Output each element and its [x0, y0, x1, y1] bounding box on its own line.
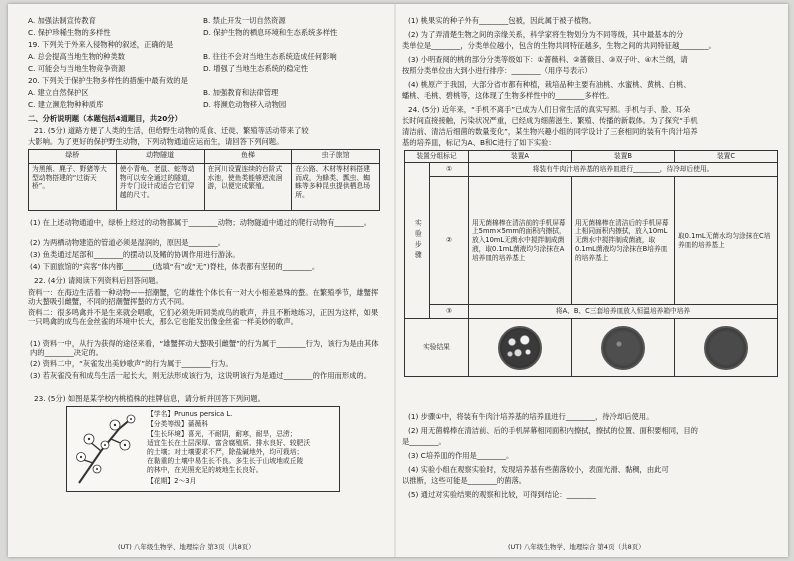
result-dish-a — [469, 319, 572, 377]
q24-sub-4: (4) 实验小组在观察实验时，发现培养基有些菌落较小，表面光滑、黏稠，由此可 — [408, 465, 669, 474]
q24-intro: 24. (5分) 近年来，“手机不离手”已成为人们日常生活的真实写照。手机与手、脸、耳朵 — [408, 105, 691, 114]
q23-sub-1: (1) 桃果实的种子外有________包被，因此属于被子植物。 — [408, 16, 596, 25]
q20-option-a: A. 建立自然保护区 — [28, 88, 89, 97]
q24-sub-1: (1) 步骤①中，将装有牛肉汁培养基的培养皿进行________，待冷却后使用。 — [408, 412, 654, 421]
q18-option-d: D. 保护生物的栖息环境和生态系统多样性 — [203, 28, 338, 37]
peach-blossom-icon — [71, 411, 141, 487]
q19-stem: 19. 下列关于外来入侵物种的叙述，正确的是 — [28, 40, 174, 49]
step-number: ③ — [430, 305, 469, 319]
experiment-table — [404, 150, 778, 377]
step-2-device-a: 用无菌棉棒在清洁前的手机屏幕上5mm×5mm的面积内擦拭，放入10mL无菌水中搅拌制成菌液，取0.1mL菌液均匀涂抹在A培养皿的培养基上 — [469, 177, 572, 305]
table-cell: 为黑熊、麂子、野猪等大型动物搭建的“过街天桥”。 — [29, 164, 117, 211]
q21-sub-4: (4) 下面旅馆的“宾客”体内都________(选填“有”或“无”)脊柱，体表都有坚韧的________。 — [30, 262, 320, 271]
table-cell: 使小青龟、老鼠、蛇等动物可以安全通过的隧道，并专门设计成适合它们穿越的尺寸。 — [116, 164, 204, 211]
q24-sub-2-cont: 是________。 — [402, 437, 446, 446]
q24-intro-cont: 清洁前、清洁后细菌的数量变化”，某生物兴趣小组的同学设计了三套相同的装有牛肉汁培养 — [402, 127, 698, 136]
step-1-text: 将装有牛肉汁培养基的培养皿进行________，待冷却后使用。 — [469, 163, 778, 177]
q21-sub-3: (3) 鱼类通过尾部和________的摆动以及鳍的协调作用进行游泳。 — [30, 250, 240, 259]
steps-label: 实验步骤 — [405, 163, 430, 319]
q18-option-b: B. 禁止开发一切自然资源 — [203, 16, 286, 25]
q24-intro-cont: 长时间直接接触，污染状况严重，已经成为细菌滋生、繁殖、传播的新载体。为了探究“手机 — [402, 116, 698, 125]
q24-sub-5: (5) 通过对实验结果的观察和比较，可得到结论：________ — [408, 490, 596, 499]
results-label: 实验结果 — [405, 319, 469, 377]
q21-intro-cont: 大影响。为了更好的保护野生动物，下列动物通道应运而生，请回答下列问题。 — [28, 137, 284, 146]
q22-sub-2: (2) 资料二中，“灰雀发出美妙歌声”的行为属于________行为。 — [30, 359, 233, 368]
q20-option-b: B. 加强教育和法律管理 — [203, 88, 279, 97]
q24-intro-cont: 基的培养皿，标记为A、B和C进行了如下实验： — [402, 138, 556, 147]
exam-sheet — [8, 4, 788, 557]
petri-dish-c-no-colonies — [704, 326, 748, 370]
q24-sub-2: (2) 用无菌棉棒在清洁前、后的手机屏幕相同面积内擦拭，擦拭的位置、面积要相同，目的 — [408, 426, 698, 435]
card-scientific-name: 【学名】Prunus persica L. — [147, 410, 233, 418]
card-habitat-line: 的土壤；对土壤要求不严，除盐碱地外，均可栽培； — [147, 448, 304, 456]
step-2-device-b: 用无菌棉棒在清洁后的手机屏幕上相同面积内擦拭，放入10mL无菌水中搅拌制成菌液，取0.1mL菌液均匀涂抹在B培养皿的培养基上 — [572, 177, 675, 305]
q21-sub-2: (2) 为两栖动物建造的管道必须是湿润的，原因是________。 — [30, 238, 226, 247]
petri-dish-b-few-colonies — [601, 326, 645, 370]
step-number: ② — [430, 177, 469, 305]
q22-material-2: 资料二：很多鸣禽并不是生来就会唱歌，它们必须先听同类成鸟的歌声，并且不断地练习，正因为这样，如果一只鸣禽的成鸟在金丝雀的环境中长大，那么它也能发出像金丝雀一样美妙的歌声。 — [28, 308, 379, 326]
q23-sub-3: (3) 小明查阅的桃的部分分类等级如下：①蔷薇科、②蔷薇目、③双子叶、④木兰纲，请 — [408, 55, 688, 64]
peach-plant-card — [66, 406, 340, 492]
q20-stem: 20. 下列关于保护生物多样性的措施中最有效的是 — [28, 76, 188, 85]
card-flowering: 【花期】2～3月 — [147, 477, 197, 485]
q18-option-c: C. 保护珍稀生物的多样性 — [28, 28, 111, 37]
table-header: 虫子旅馆 — [292, 150, 380, 164]
q21-intro: 21. (5分) 道路方便了人类的生活，但给野生动物的觅食、迁徙、繁殖等活动带来了较 — [34, 126, 309, 135]
q19-option-c: C. 可能会与当地生物竞争资源 — [28, 64, 126, 73]
card-habitat-line: 的林中，在光照充足的坡地生长良好。 — [147, 466, 263, 474]
q23-sub-2-cont: 类单位是________，分类单位越小，包含的生物共同特征越多，生物之间的共同特征越________。 — [402, 41, 716, 50]
table-header: 装置分组标记 — [405, 151, 469, 163]
q23-sub-4-cont: 蟠桃、毛桃、碧桃等，这体现了生物多样性中的________多样性。 — [402, 91, 614, 100]
q22-sub-1: (1) 资料一中，从行为获得的途径来看，“雄蟹挥动大螯吸引雌蟹”的行为属于________行为，该行为是由其体内的________决定的。 — [30, 339, 379, 357]
q18-option-a: A. 加强法制宣传教育 — [28, 16, 96, 25]
q22-sub-3: (3) 若灰雀没有和成鸟生活一起长大，则无法形成该行为，这说明该行为是通过________的作用而形成的。 — [30, 371, 372, 380]
q23-sub-3-cont: 按照分类单位由大到小进行排序：________（用序号表示） — [402, 66, 592, 75]
page-3 — [8, 4, 390, 557]
migration-channel-table — [28, 149, 380, 211]
page-4 — [398, 4, 784, 557]
table-header: 动物隧道 — [116, 150, 204, 164]
q20-option-d: D. 将濒危动物移入动物园 — [203, 100, 287, 109]
table-header: 绿桥 — [29, 150, 117, 164]
table-header: 装置B — [572, 151, 675, 163]
table-cell: 在公路、木材等材料搭建而成，为蜂类、瓢虫、蜘蛛等多种昆虫提供栖息场所。 — [292, 164, 380, 211]
q22-material-1: 资料一：在海边生活着一种动物——招潮蟹，它的雄性个体长有一对大小相差悬殊的螯。在繁殖季节，雄蟹挥动大螯吸引雌蟹，不同的招潮蟹挥螯的方式不同。 — [28, 288, 379, 306]
q22-intro: 22. (4分) 请阅读下列资料后回答问题。 — [34, 276, 163, 285]
table-header: 装置C — [675, 151, 778, 163]
q19-option-b: B. 往往不会对当地生态系统造成任何影响 — [203, 52, 337, 61]
table-cell: 在河川设置连续的台阶式水池，使鱼类能够逆流洄游，以便完成繁殖。 — [204, 164, 292, 211]
card-classification: 【分类等级】蔷薇科 — [147, 420, 209, 428]
result-dish-c — [675, 319, 778, 377]
page-fold — [394, 4, 396, 557]
table-header: 鱼梯 — [204, 150, 292, 164]
card-habitat: 【生长环境】喜光，不耐阴，耐寒，耐旱，忌涝； — [147, 430, 297, 438]
result-dish-b — [572, 319, 675, 377]
page-footer: (UT) 八年级生物学、地理综合 第4页（共8页） — [508, 543, 645, 551]
q23-sub-4: (4) 桃原产于我国，大部分省市都有种植，栽培品种主要有油桃、水蜜桃、黄桃、白桃、 — [408, 80, 691, 89]
step-number: ① — [430, 163, 469, 177]
petri-dish-a-many-colonies — [498, 326, 542, 370]
step-2-device-c: 取0.1mL无菌水均匀涂抹在C培养皿的培养基上 — [675, 177, 778, 305]
table-header: 装置A — [469, 151, 572, 163]
q19-option-d: D. 增强了当地生态系统的稳定性 — [203, 64, 309, 73]
q24-sub-4-cont: 以推断，这些可能是________的菌落。 — [402, 476, 527, 485]
q19-option-a: A. 总会提高当地生物的种类数 — [28, 52, 126, 61]
step-3-text: 将A、B、C三套培养皿放入恒温培养箱中培养 — [469, 305, 778, 319]
section-heading: 二、分析说明题（本题包括4道题目，共20分） — [28, 114, 182, 123]
q23-intro: 23. (5分) 如图是某学校内桃植株的挂牌信息，请分析并回答下列问题。 — [34, 394, 265, 403]
q23-sub-2: (2) 为了弄清楚生物之间的亲缘关系，科学家将生物划分为不同等级，其中最基本的分 — [408, 30, 684, 39]
page-footer: (UT) 八年级生物学、地理综合 第3页（共8页） — [118, 543, 255, 551]
q20-option-c: C. 建立濒危物种种质库 — [28, 100, 104, 109]
card-habitat-line: 在黏重的土壤中易生长不良。多生长于山坡地或丘陵 — [147, 457, 304, 465]
q21-sub-1: (1) 在上述动物通道中，绿桥上经过的动物都属于________动物；动物隧道中通过的爬行动物有________。 — [30, 218, 372, 227]
q24-sub-3: (3) C培养皿的作用是________。 — [408, 451, 514, 460]
card-habitat-line: 适宜生长在土层深厚、富含腐殖质、排水良好、较肥沃 — [147, 439, 311, 447]
